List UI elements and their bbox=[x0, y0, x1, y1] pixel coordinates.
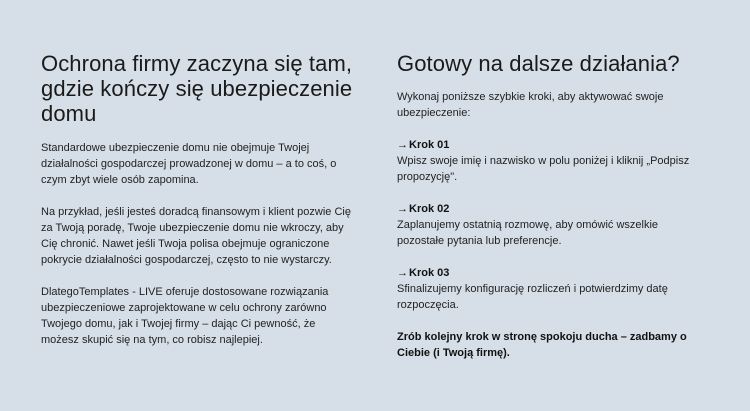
step-label: Krok 02 bbox=[409, 203, 450, 215]
step-heading bbox=[397, 265, 697, 281]
arrow-right-icon: → bbox=[397, 203, 408, 215]
closing-statement: Zrób kolejny krok w stronę spokoju ducha – zadbamy o Ciebie (i Twoją firmę). bbox=[397, 331, 687, 359]
arrow-right-icon: → bbox=[397, 139, 408, 151]
step-02 bbox=[397, 201, 697, 249]
paragraph-example: Na przykład, jeśli jesteś doradcą finansowym i klient pozwie Cię za Twoją poradę, Twoje ubezpieczenie domu nie wkroczy, aby Cię chronić. Nawet jeśli Twoja polisa obejmuje ograniczone pokrycie działalności gospodarczej, często to nie wystarczy. bbox=[41, 206, 351, 266]
step-heading bbox=[397, 201, 697, 217]
step-heading bbox=[397, 137, 697, 153]
section-title: Gotowy na dalsze działania? bbox=[397, 51, 680, 76]
step-label: Krok 01 bbox=[409, 139, 450, 151]
step-text: Sfinalizujemy konfigurację rozliczeń i potwierdzimy datę rozpoczęcia. bbox=[397, 283, 668, 311]
paragraph-intro: Standardowe ubezpieczenie domu nie obejmuje Twojej działalności gospodarczej prowadzonej w domu – a to coś, o czym zbyt wiele osób zapomina. bbox=[41, 142, 337, 186]
step-text: Wpisz swoje imię i nazwisko w polu poniżej i kliknij „Podpisz propozycję". bbox=[397, 155, 690, 183]
step-label: Krok 03 bbox=[409, 267, 450, 279]
section-title: Ochrona firmy zaczyna się tam, gdzie kończy się ubezpieczenie domu bbox=[41, 51, 353, 126]
arrow-right-icon: → bbox=[397, 267, 408, 279]
steps-intro: Wykonaj poniższe szybkie kroki, aby aktywować swoje ubezpieczenie: bbox=[397, 91, 664, 119]
section-body bbox=[41, 140, 356, 364]
paragraph-offer: DlategoTemplates - LIVE oferuje dostosowane rozwiązania ubezpieczeniowe zaprojektowane w celu ochrony zarówno Twojego domu, jak i Twojej firmy – dając Ci pewność, że możesz skupić się na tym, co robisz najlepiej. bbox=[41, 286, 329, 346]
step-01 bbox=[397, 137, 697, 185]
step-text: Zaplanujemy ostatnią rozmowę, aby omówić wszelkie pozostałe pytania lub preferencje. bbox=[397, 219, 659, 247]
steps-body bbox=[397, 89, 697, 361]
step-03 bbox=[397, 265, 697, 313]
